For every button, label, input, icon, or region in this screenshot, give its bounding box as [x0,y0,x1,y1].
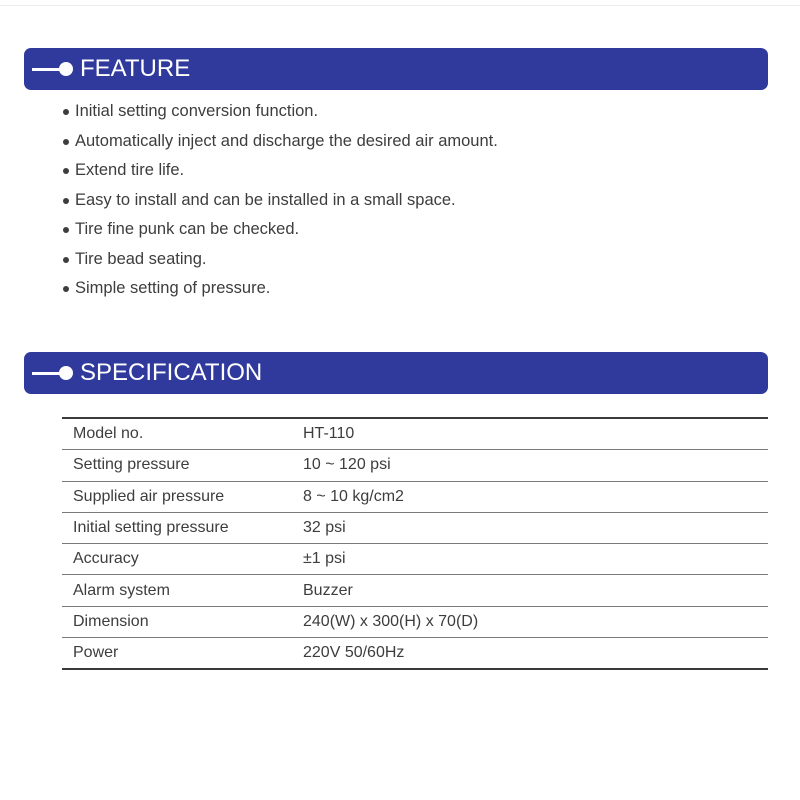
table-row [62,606,768,637]
spec-label: Alarm system [62,575,303,606]
bullet-icon [63,286,69,292]
bullet-icon [63,198,69,204]
bullet-icon [63,139,69,145]
spec-value: 10 ~ 120 psi [303,450,768,481]
feature-item-text: Simple setting of pressure. [75,279,271,297]
table-row [62,512,768,543]
feature-item [60,186,498,216]
table-row [62,450,768,481]
spec-label: Supplied air pressure [62,481,303,512]
spec-value: HT-110 [303,418,768,450]
bullet-icon [63,227,69,233]
banner-dot-icon [59,366,73,380]
bullet-icon [63,168,69,174]
feature-item-text: Automatically inject and discharge the desired air amount. [75,131,498,150]
top-divider [0,5,800,6]
spec-label: Dimension [62,606,303,637]
feature-item-text: Tire fine punk can be checked. [75,220,300,238]
feature-item [60,156,498,186]
banner-dot-icon [59,62,73,76]
spec-label: Setting pressure [62,450,303,481]
spec-label: Model no. [62,418,303,450]
feature-item [60,245,498,275]
feature-item [60,127,498,157]
feature-section-banner [24,48,768,90]
feature-item-text: Initial setting conversion function. [75,102,319,120]
table-row [62,575,768,606]
feature-heading: FEATURE [80,55,191,82]
spec-label: Accuracy [62,544,303,575]
table-row [62,638,768,670]
feature-list [60,97,498,304]
spec-value: 32 psi [303,512,768,543]
spec-value: 220V 50/60Hz [303,644,405,662]
spec-value: 8 ~ 10 kg/cm2 [303,481,768,512]
feature-item-text: Easy to install and can be installed in a small space. [75,190,456,209]
table-row [62,481,768,512]
feature-item-text: Tire bead seating. [75,249,207,268]
table-row [62,544,768,575]
spec-value: 240(W) x 300(H) x 70(D) [303,606,768,637]
feature-item [60,274,498,304]
specification-heading: SPECIFICATION [80,359,263,386]
bullet-icon [63,257,69,263]
specification-section-banner [24,352,768,394]
spec-label: Initial setting pressure [62,512,303,543]
table-row [62,418,768,450]
spec-label: Power [73,644,119,662]
bullet-icon [63,109,69,115]
spec-value: ±1 psi [303,544,768,575]
feature-item [60,97,498,127]
feature-item [60,215,498,245]
spec-value: Buzzer [303,575,768,606]
specification-table [62,417,768,670]
feature-item-text: Extend tire life. [75,161,185,179]
